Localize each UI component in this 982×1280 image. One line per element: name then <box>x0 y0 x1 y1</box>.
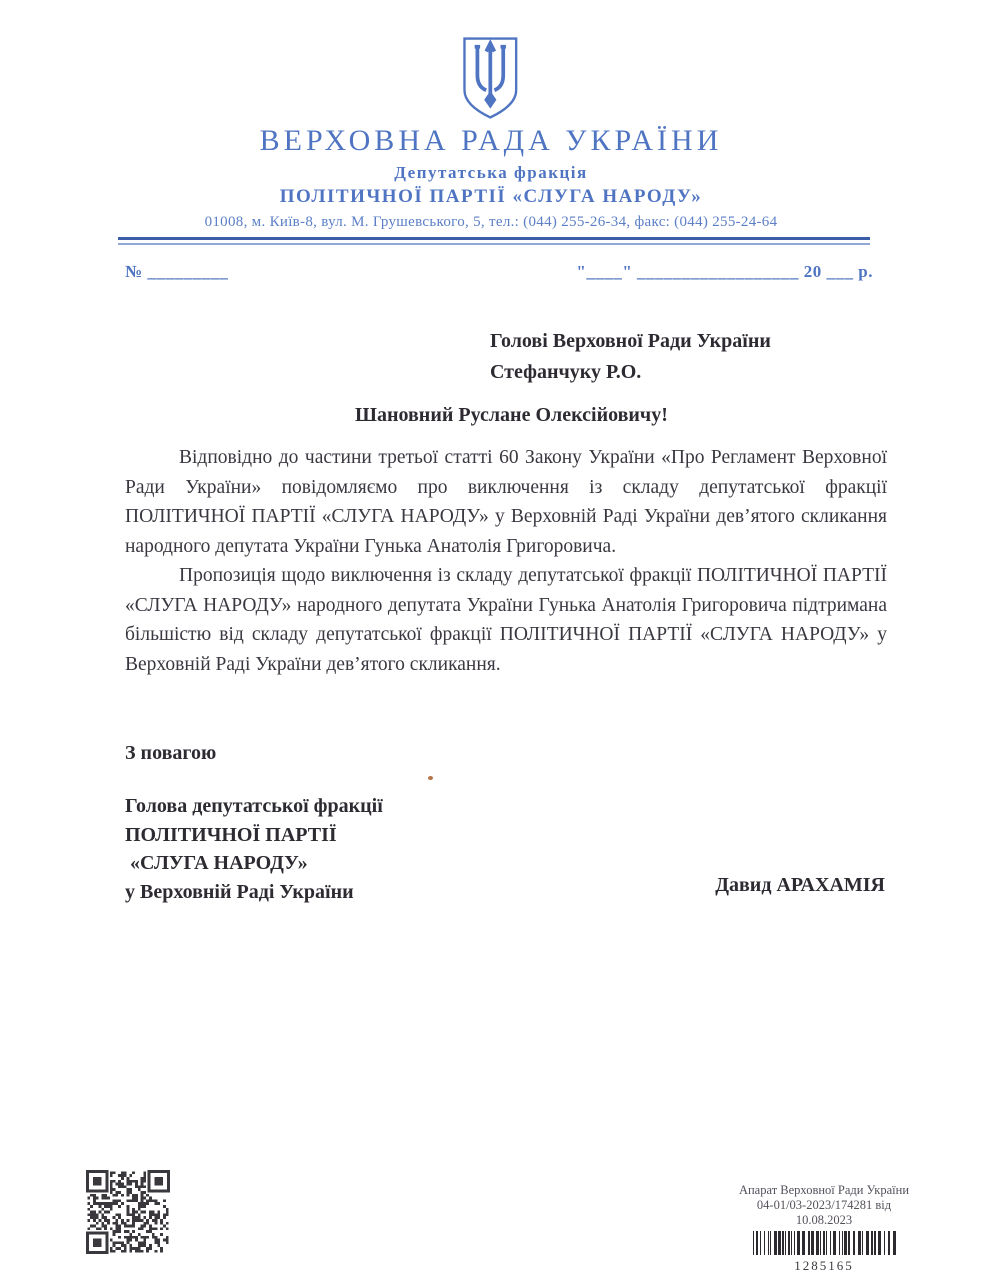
signer-title-line3: «СЛУГА НАРОДУ» <box>130 852 308 874</box>
signer-title-line2: ПОЛІТИЧНОЇ ПАРТІЇ <box>125 823 337 846</box>
barcode-number: 1285165 <box>794 1258 854 1273</box>
paragraph-1: Відповідно до частини третьої статті 60 Закону України «Про Регламент Верховної Ради України» повідомляємо про виключення із складу депутатської фракції ПОЛІТИЧНОЇ ПАРТІЇ «СЛУГА НАРОДУ» у Верховній Раді України дев’ятого скликання народного депутата України Гунька Анатолія Григоровича. <box>125 447 887 557</box>
qr-code <box>86 1170 170 1259</box>
fraction-subtitle: Депутатська фракція <box>394 163 588 182</box>
registration-stamp <box>728 1183 920 1273</box>
stamp-reg-line: 04-01/03-2023/174281 від 10.08.2023 <box>756 1198 892 1227</box>
closing-phrase: З повагою <box>125 742 217 764</box>
barcode <box>728 1231 920 1259</box>
salutation: Шановний Руслане Олексійовичу! <box>355 404 668 426</box>
org-address: 01008, м. Київ-8, вул. М. Грушевського, 5, тел.: (044) 255-26-34, факс: (044) 255-24-64 <box>204 214 778 230</box>
org-title: ВЕРХОВНА РАДА УКРАЇНИ <box>259 124 723 157</box>
signer-title-line4: у Верховній Раді України <box>125 880 354 903</box>
addressee-title: Голові Верховної Ради України <box>490 330 771 352</box>
reference-number-blank: № _________ <box>125 262 229 281</box>
addressee-name: Стефанчуку Р.О. <box>490 361 642 383</box>
signer-title-line1: Голова депутатської фракції <box>125 795 383 817</box>
letterhead-divider <box>118 237 870 245</box>
scan-speck <box>428 776 433 780</box>
reference-row <box>125 262 873 282</box>
addressee-block <box>490 326 771 388</box>
paragraph-2: Пропозиція щодо виключення із складу депутатської фракції ПОЛІТИЧНОЇ ПАРТІЇ «СЛУГА НАРОДУ» народного депутата України Гунька Анатолія Григоровича підтримана більшістю від складу депутатської фракції ПОЛІТИЧНОЇ ПАРТІЇ «СЛУГА НАРОДУ» у Верховній Раді України дев’ятого скликання. <box>125 565 887 675</box>
reference-date-blank: "____" __________________ 20 ___ р. <box>576 262 873 281</box>
signature-block <box>125 792 383 906</box>
letter-body <box>125 443 887 679</box>
party-subtitle: ПОЛІТИЧНОЇ ПАРТІЇ «СЛУГА НАРОДУ» <box>279 186 703 207</box>
stamp-org-line: Апарат Верховної Ради України <box>738 1183 910 1197</box>
signer-name: Давид АРАХАМІЯ <box>715 874 885 896</box>
coat-of-arms-icon <box>456 30 524 126</box>
